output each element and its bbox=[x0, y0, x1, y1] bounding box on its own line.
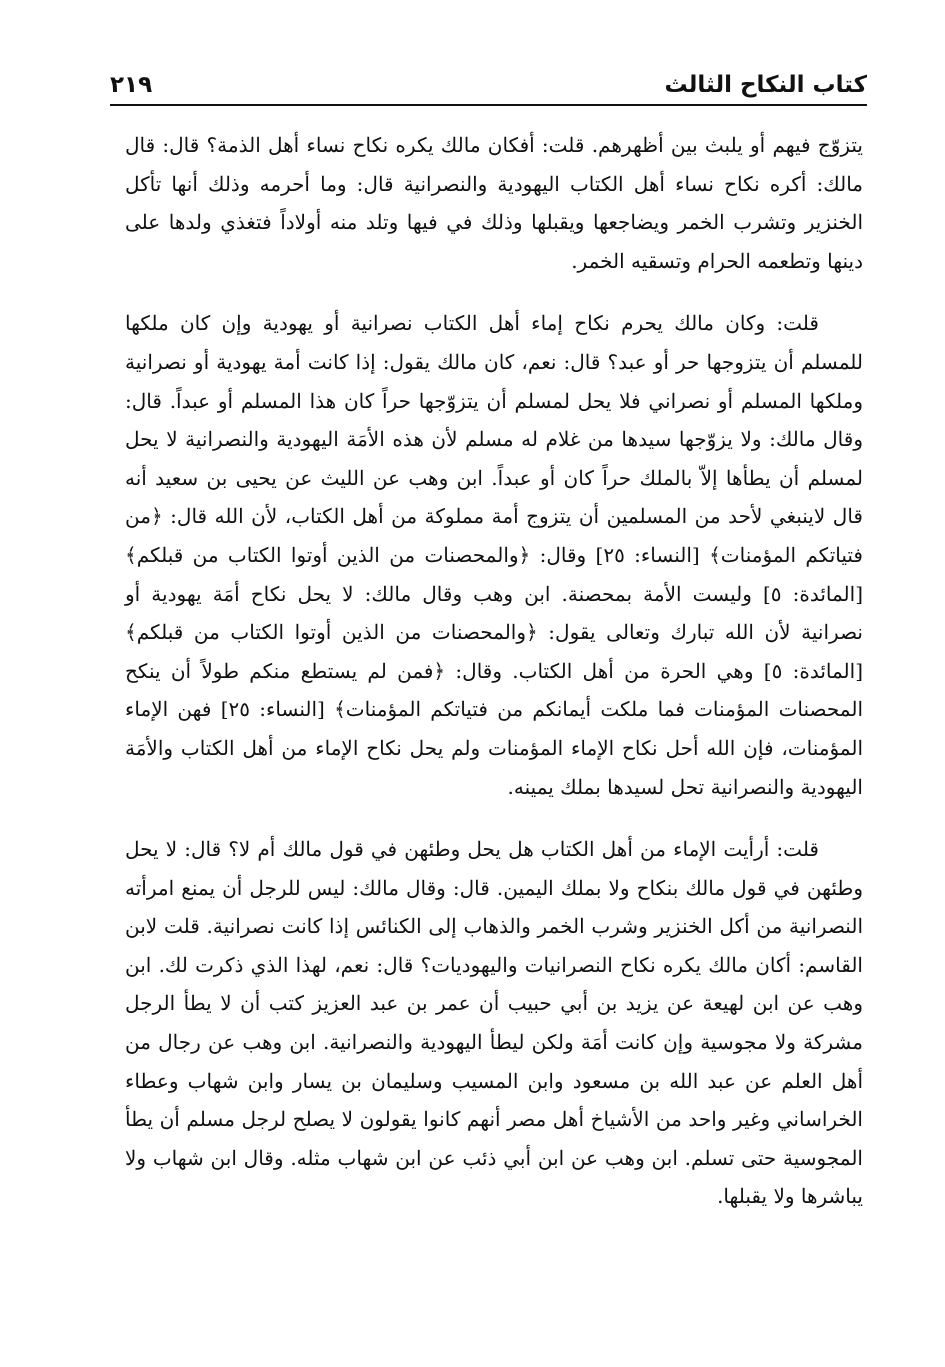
paragraph-marriage-dhimmi: يتزوّج فيهم أو يلبث بين أظهرهم. قلت: أفكان مالك يكره نكاح نساء أهل الذمة؟ قال: قال مالك: أكره نكاح نساء أهل الكتاب اليهودية والنصرانية قال: وما أحرمه وذلك أنها تأكل الخنزير وتشرب الخمر ويضاجعها ويقبلها وذلك في فيها وتلد منه أولاداً فتغذي ولدها على دينها وتطعمه الحرام وتسقيه الخمر. bbox=[125, 133, 863, 273]
page-number: ٢١٩ bbox=[110, 72, 153, 98]
body-text bbox=[125, 126, 863, 1216]
paragraph-slave-women-ahl-al-kitab: قلت: وكان مالك يحرم نكاح إماء أهل الكتاب نصرانية أو يهودية وإن كان ملكها للمسلم أن يتزوجها حر أو عبد؟ قال: نعم، كان مالك يقول: إذا كانت أمة يهودية أو نصرانية وملكها المسلم أو نصراني فلا يحل لمسلم أن يتزوّجها حراً كان هذا المسلم أو عبداً. قال: وقال مالك: ولا يزوّجها سيدها من غلام له مسلم لأن هذه الأمَة اليهودية والنصرانية لا يحل لمسلم أن يطأها إلاّ بالملك حراً كان أو عبداً. ابن وهب عن الليث عن يحيى بن سعيد أنه قال لاينبغي لأحد من المسلمين أن يتزوج أمة مملوكة من أهل الكتاب، لأن الله قال: ﴿من فتياتكم المؤمنات﴾ [النساء: ٢٥] وقال: ﴿والمحصنات من الذين أوتوا الكتاب من قبلكم﴾ [المائدة: ٥] وليست الأمة بمحصنة. ابن وهب وقال مالك: لا يحل نكاح أمَة يهودية أو نصرانية لأن الله تبارك وتعالى يقول: ﴿والمحصنات من الذين أوتوا الكتاب من قبلكم﴾ [المائدة: ٥] وهي الحرة من أهل الكتاب. وقال: ﴿فمن لم يستطع منكم طولاً أن ينكح المحصنات المؤمنات فما ملكت أيمانكم من فتياتكم المؤمنات﴾ [النساء: ٢٥] فهن الإماء المؤمنات، فإن الله أحل نكاح الإماء المؤمنات ولم يحل نكاح الإماء من أهل الكتاب والأمَة اليهودية والنصرانية تحل لسيدها بملك يمينه. bbox=[125, 311, 864, 799]
running-title: كتاب النكاح الثالث bbox=[664, 72, 867, 98]
header-rule bbox=[110, 104, 867, 106]
paragraph-intercourse-with-slave-women: قلت: أرأيت الإماء من أهل الكتاب هل يحل وطئهن في قول مالك أم لا؟ قال: لا يحل وطئهن في قول مالك بنكاح ولا بملك اليمين. قال: وقال مالك: ليس للرجل أن يمنع امرأته النصرانية من أكل الخنزير وشرب الخمر والذهاب إلى الكنائس إذا كانت نصرانية. قلت لابن القاسم: أكان مالك يكره نكاح النصرانيات واليهوديات؟ قال: نعم، لهذا الذي ذكرت لك. ابن وهب عن ابن لهيعة عن يزيد بن أبي حبيب أن عمر بن عبد العزيز كتب أن لا يطأ الرجل مشركة ولا مجوسية وإن كانت أمَة ولكن ليطأ اليهودية والنصرانية. ابن وهب عن رجال من أهل العلم عن عبد الله بن مسعود وابن المسيب وسليمان بن يسار وابن شهاب وعطاء الخراساني وغير واحد من الأشياخ أهل مصر أنهم كانوا يقولون لا يصلح لرجل مسلم أن يطأ المجوسية حتى تسلم. ابن وهب عن ابن أبي ذئب عن ابن شهاب مثله. وقال ابن شهاب ولا يباشرها ولا يقبلها. bbox=[125, 837, 863, 1209]
page-header bbox=[110, 60, 867, 106]
